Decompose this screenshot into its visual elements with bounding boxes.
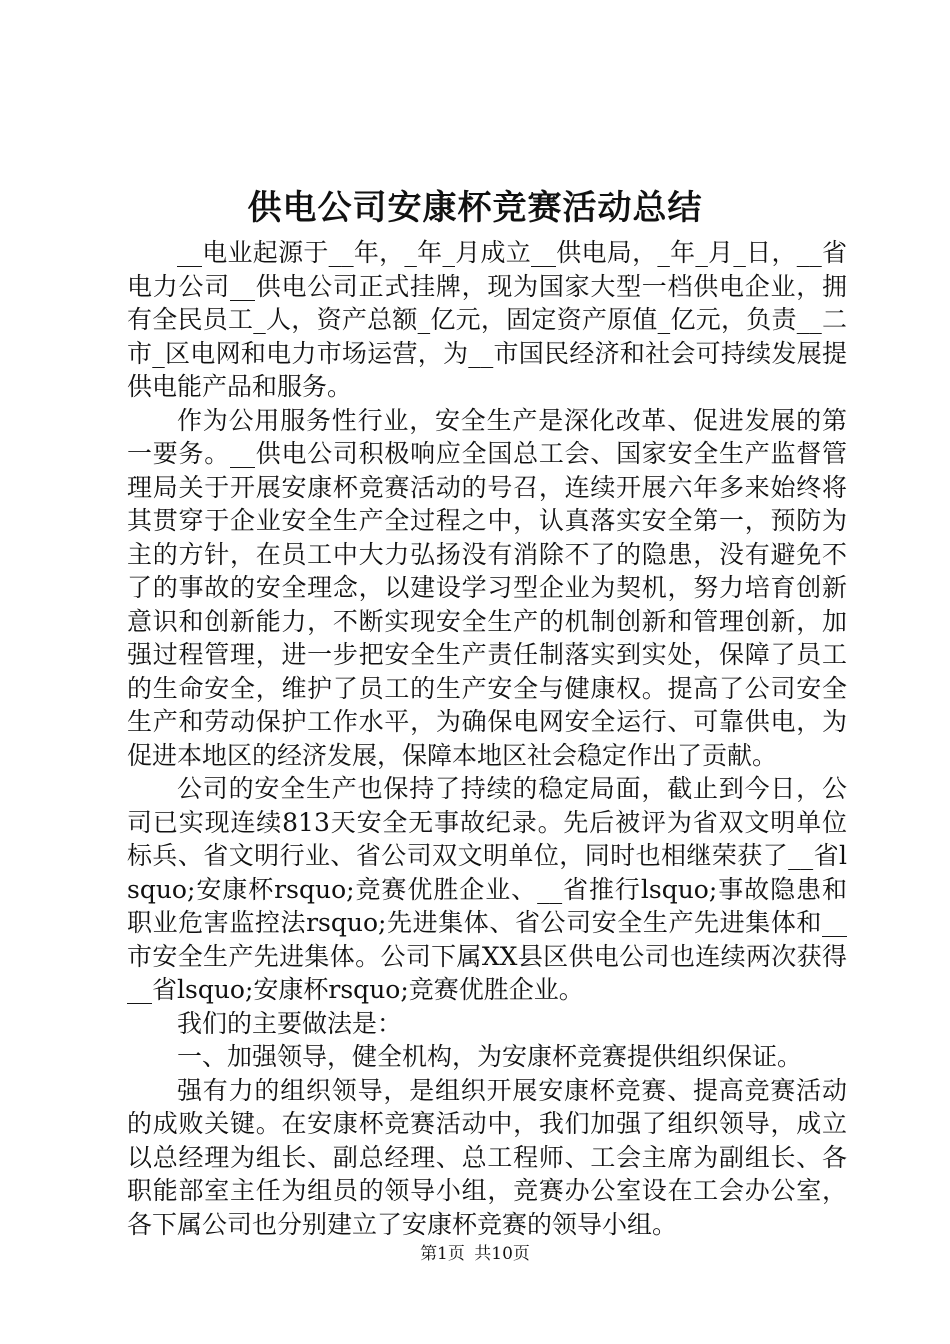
page-number: 第1页 <box>420 1244 465 1264</box>
paragraph-leadership: 强有力的组织领导，是组织开展安康杯竞赛、提高竞赛活动的成败关键。在安康杯竞赛活动中，我们加强了组织领导，成立以总经理为组长、副总经理、总工程师、工会主席为副组长、各职能部室主任为组员的领导小组，竞赛办公室设在工会办公室，各下属公司也分别建立了安康杯竞赛的领导小组。 <box>127 1075 847 1239</box>
document-body <box>127 236 847 1241</box>
paragraph-achievements: 公司的安全生产也保持了持续的稳定局面，截止到今日，公司已实现连续813天安全无事故纪录。先后被评为省双文明单位标兵、省文明行业、省公司双文明单位，同时也相继荣获了__省lsquo;安康杯rsquo;竞赛优胜企业、__省推行lsquo;事故隐患和职业危害监控法rsquo;先进集体、省公司安全生产先进集体和__市安全生产先进集体。公司下属XX县区供电公司也连续两次获得__省lsquo;安康杯rsquo;竞赛优胜企业。 <box>127 774 847 1004</box>
paragraph-intro: __电业起源于__年，_年_月成立__供电局，_年_月_日，__省电力公司__供电公司正式挂牌，现为国家大型一档供电企业，拥有全民员工_人，资产总额_亿元，固定资产原值_亿元，负责__二市_区电网和电力市场运营，为__市国民经济和社会可持续发展提供电能产品和服务。 <box>127 238 847 401</box>
document-title: 供电公司安康杯竞赛活动总结 <box>247 188 703 228</box>
page-total: 共10页 <box>474 1244 530 1264</box>
page-footer <box>0 1242 950 1266</box>
paragraph-section-heading: 一、加强领导，健全机构，为安康杯竞赛提供组织保证。 <box>177 1042 803 1071</box>
paragraph-safety-priority: 作为公用服务性行业，安全生产是深化改革、促进发展的第一要务。__供电公司积极响应全国总工会、国家安全生产监督管理局关于开展安康杯竞赛活动的号召，连续开展六年多来始终将其贯穿于企业安全生产全过程之中，认真落实安全第一，预防为主的方针，在员工中大力弘扬没有消除不了的隐患，没有避免不了的事故的安全理念，以建设学习型企业为契机，努力培育创新意识和创新能力，不断实现安全生产的机制创新和管理创新，加强过程管理，进一步把安全生产责任制落实到实处，保障了员工的生命安全，维护了员工的生产安全与健康权。提高了公司安全生产和劳动保护工作水平，为确保电网安全运行、可靠供电，为促进本地区的经济发展，保障本地区社会稳定作出了贡献。 <box>127 405 847 770</box>
paragraph-methods-intro: 我们的主要做法是： <box>177 1008 403 1038</box>
